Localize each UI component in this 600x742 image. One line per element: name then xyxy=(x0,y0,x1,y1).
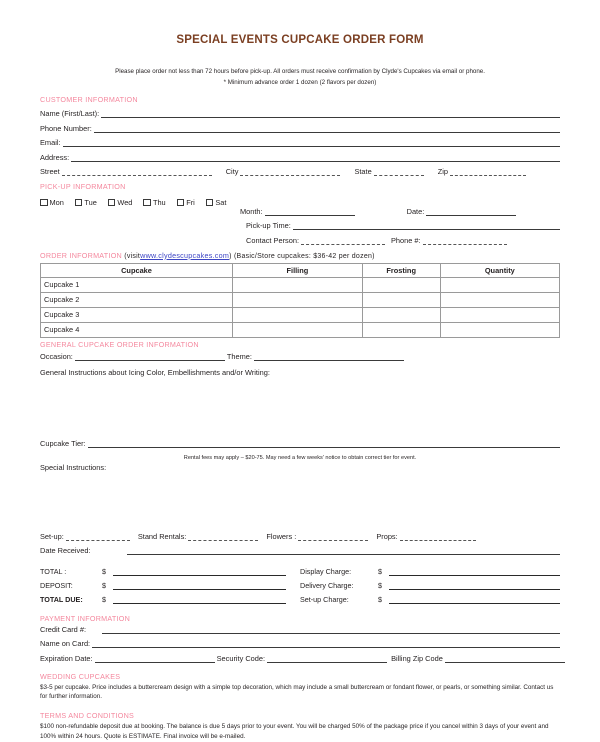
column-header-frosting: Frosting xyxy=(362,263,440,277)
general-instructions-writing-area[interactable] xyxy=(40,377,560,439)
total-due-label: TOTAL DUE: xyxy=(40,594,83,604)
special-instructions-writing-area[interactable] xyxy=(40,472,560,524)
cupcake-tier-label: Cupcake Tier: xyxy=(40,438,86,448)
address-input[interactable] xyxy=(71,153,560,162)
section-heading-pickup-information: PICK-UP INFORMATION xyxy=(40,182,126,192)
field-row-pickup-time xyxy=(240,221,560,230)
order-information-heading-text: ORDER INFORMATION xyxy=(40,250,122,260)
cell-cupcake-name: Cupcake 3 xyxy=(41,307,233,322)
field-row-cupcake-tier xyxy=(40,439,560,448)
month-input[interactable] xyxy=(265,207,355,216)
field-row-address xyxy=(40,153,560,162)
field-row-occasion-theme xyxy=(40,352,560,361)
table-row xyxy=(41,292,560,307)
checkbox-label-fri: Fri xyxy=(186,198,195,208)
checkbox-label-sat: Sat xyxy=(215,198,227,208)
terms-and-conditions-body: $100 non-refundable deposit due at booking. The balance is due 5 days prior to your event. You will be charged 50% of the package price if you cancel within 3 days of your event and 100% within 24 hours. Quote is ESTIMATE. Final invoice will be e-mailed. xyxy=(40,723,549,740)
theme-label: Theme: xyxy=(226,351,252,361)
expiration-date-input[interactable] xyxy=(95,654,215,663)
props-label: Props: xyxy=(376,531,398,541)
phone-input[interactable] xyxy=(94,124,560,133)
flowers-input[interactable] xyxy=(298,532,368,541)
totals-right-column xyxy=(300,562,560,604)
checkbox-wed[interactable] xyxy=(108,198,133,207)
cell-frosting[interactable] xyxy=(362,307,440,322)
column-header-filling: Filling xyxy=(233,263,363,277)
currency-symbol: $ xyxy=(102,580,106,590)
checkbox-icon[interactable] xyxy=(177,199,185,207)
field-row-contact-person-phone xyxy=(240,236,560,245)
field-row-expiration-security-zip xyxy=(40,654,560,663)
checkbox-icon[interactable] xyxy=(143,199,151,207)
cell-cupcake-name: Cupcake 1 xyxy=(41,277,233,292)
credit-card-label: Credit Card #: xyxy=(40,624,87,634)
street-label: Street xyxy=(40,167,60,177)
props-input[interactable] xyxy=(400,532,476,541)
field-row-street-city-state-zip xyxy=(40,167,560,176)
contact-person-input[interactable] xyxy=(301,236,385,245)
city-label: City xyxy=(225,167,239,177)
state-input[interactable] xyxy=(374,167,424,176)
setup-charge-input[interactable] xyxy=(389,595,560,604)
field-row-credit-card xyxy=(40,625,560,634)
state-label: State xyxy=(354,167,372,177)
section-heading-terms-and-conditions: TERMS AND CONDITIONS xyxy=(40,711,135,721)
totals-block xyxy=(40,562,560,604)
checkbox-icon[interactable] xyxy=(75,199,83,207)
column-header-cupcake: Cupcake xyxy=(41,263,233,277)
email-input[interactable] xyxy=(63,138,560,147)
city-input[interactable] xyxy=(240,167,340,176)
cell-cupcake-name: Cupcake 2 xyxy=(41,292,233,307)
cell-filling[interactable] xyxy=(233,307,363,322)
display-charge-label: Display Charge: xyxy=(300,566,352,576)
stand-rentals-input[interactable] xyxy=(188,532,258,541)
table-row xyxy=(41,277,560,292)
street-input[interactable] xyxy=(62,167,212,176)
deposit-label: DEPOSIT: xyxy=(40,580,73,590)
name-on-card-input[interactable] xyxy=(92,639,560,648)
checkbox-fri[interactable] xyxy=(177,198,195,207)
name-label: Name (First/Last): xyxy=(40,109,100,119)
page-title: SPECIAL EVENTS CUPCAKE ORDER FORM xyxy=(176,34,424,46)
security-code-label: Security Code: xyxy=(216,653,266,663)
cell-quantity[interactable] xyxy=(440,307,559,322)
security-code-input[interactable] xyxy=(267,654,387,663)
address-label: Address: xyxy=(40,152,70,162)
stand-rentals-label: Stand Rentals: xyxy=(137,531,187,541)
checkbox-icon[interactable] xyxy=(108,199,116,207)
flowers-label: Flowers : xyxy=(266,531,297,541)
special-instructions-label: Special Instructions: xyxy=(40,462,107,472)
totals-left-column xyxy=(40,562,300,604)
total-input[interactable] xyxy=(113,567,286,576)
wedding-cupcakes-body: $3-5 per cupcake. Price includes a buttercream design with a simple top decoration, which may include a small buttercream or fondant flower, or pearls, or something similar. Contact us for further information. xyxy=(40,683,554,701)
pickup-time-input[interactable] xyxy=(293,221,560,230)
subtitle-line-1: Please place order not less than 72 hours before pick-up. All orders must receive confirmation by Clyde's Cupcakes via email or phone. xyxy=(115,68,485,75)
section-heading-customer-information: CUSTOMER INFORMATION xyxy=(40,94,138,104)
cell-filling[interactable] xyxy=(233,292,363,307)
field-row-extras xyxy=(40,532,560,541)
section-heading-general-order-information: GENERAL CUPCAKE ORDER INFORMATION xyxy=(40,339,199,349)
delivery-charge-input[interactable] xyxy=(389,581,560,590)
zip-input[interactable] xyxy=(450,167,526,176)
checkbox-label-wed: Wed xyxy=(117,198,133,208)
tier-rental-note: Rental fees may apply – $20-75. May need a few weeks' notice to obtain correct tier for event. xyxy=(183,454,417,461)
zip-label: Zip xyxy=(437,167,448,177)
field-row-display-charge xyxy=(300,567,560,576)
checkbox-label-tue: Tue xyxy=(84,198,97,208)
subtitle-line-2: * Minimum advance order 1 dozen (2 flavors per dozen) xyxy=(223,78,377,86)
billing-zip-label: Billing Zip Code xyxy=(391,653,443,663)
name-on-card-label: Name on Card: xyxy=(40,639,91,649)
currency-symbol: $ xyxy=(102,566,106,576)
cell-frosting[interactable] xyxy=(362,292,440,307)
field-row-name-on-card xyxy=(40,639,560,648)
occasion-input[interactable] xyxy=(75,352,225,361)
total-due-input[interactable] xyxy=(113,595,286,604)
section-heading-payment-information: PAYMENT INFORMATION xyxy=(40,613,131,623)
cell-quantity[interactable] xyxy=(440,292,559,307)
name-input[interactable] xyxy=(101,109,560,118)
setup-input[interactable] xyxy=(66,532,130,541)
field-row-email xyxy=(40,138,560,147)
cupcake-order-table xyxy=(40,263,560,338)
email-label: Email: xyxy=(40,138,61,148)
table-row xyxy=(41,322,560,337)
setup-charge-label: Set-up Charge: xyxy=(300,594,349,604)
phone-label: Phone Number: xyxy=(40,123,92,133)
checkbox-tue[interactable] xyxy=(75,198,97,207)
credit-card-input[interactable] xyxy=(102,625,560,634)
cell-frosting[interactable] xyxy=(362,322,440,337)
cupcake-tier-input[interactable] xyxy=(88,439,560,448)
date-received-input[interactable] xyxy=(127,546,560,555)
general-instructions-label: General Instructions about Icing Color, Embellishments and/or Writing: xyxy=(40,367,270,377)
currency-symbol: $ xyxy=(378,594,382,604)
setup-label: Set-up: xyxy=(40,531,64,541)
section-heading-order-information xyxy=(40,251,560,260)
checkbox-icon[interactable] xyxy=(206,199,214,207)
visit-prefix: (visit xyxy=(124,252,141,260)
date-received-label: Date Received: xyxy=(40,545,91,555)
cell-cupcake-name: Cupcake 4 xyxy=(41,322,233,337)
checkbox-icon[interactable] xyxy=(40,199,48,207)
table-row xyxy=(41,307,560,322)
currency-symbol: $ xyxy=(378,580,382,590)
cell-frosting[interactable] xyxy=(362,277,440,292)
field-row-deposit xyxy=(40,581,300,590)
clydescupcakes-website-link[interactable]: www.clydescupcakes.com xyxy=(140,250,230,260)
checkbox-label-mon: Mon xyxy=(49,198,64,208)
cell-quantity[interactable] xyxy=(440,322,559,337)
field-row-setup-charge xyxy=(300,595,560,604)
order-price-note: (Basic/Store cupcakes: $36-42 per dozen) xyxy=(233,252,375,260)
currency-symbol: $ xyxy=(102,594,106,604)
pickup-time-label: Pick-up Time: xyxy=(246,221,291,231)
total-label: TOTAL : xyxy=(40,566,67,576)
contact-phone-input[interactable] xyxy=(423,236,507,245)
field-row-date-received xyxy=(40,546,560,555)
field-row-name xyxy=(40,109,560,118)
cell-filling[interactable] xyxy=(233,277,363,292)
contact-phone-label: Phone #: xyxy=(391,235,421,245)
cell-quantity[interactable] xyxy=(440,277,559,292)
date-label: Date: xyxy=(406,206,425,216)
checkbox-label-thu: Thu xyxy=(152,198,166,208)
expiration-date-label: Expiration Date: xyxy=(40,653,93,663)
table-header-row xyxy=(41,263,560,277)
contact-person-label: Contact Person: xyxy=(246,235,299,245)
currency-symbol: $ xyxy=(378,566,382,576)
month-label: Month: xyxy=(240,206,263,216)
field-row-total xyxy=(40,567,300,576)
field-row-phone xyxy=(40,124,560,133)
section-heading-wedding-cupcakes: WEDDING CUPCAKES xyxy=(40,671,121,681)
date-input[interactable] xyxy=(426,207,516,216)
field-row-delivery-charge xyxy=(300,581,560,590)
visit-suffix: ) xyxy=(229,252,232,260)
display-charge-input[interactable] xyxy=(389,567,560,576)
form-subtitle xyxy=(40,46,560,89)
field-row-total-due xyxy=(40,595,300,604)
delivery-charge-label: Delivery Charge: xyxy=(300,580,354,590)
checkbox-thu[interactable] xyxy=(143,198,165,207)
column-header-quantity: Quantity xyxy=(440,263,559,277)
field-row-month-date xyxy=(240,207,560,216)
deposit-input[interactable] xyxy=(113,581,286,590)
cell-filling[interactable] xyxy=(233,322,363,337)
occasion-label: Occasion: xyxy=(40,351,73,361)
checkbox-mon[interactable] xyxy=(40,198,64,207)
checkbox-sat[interactable] xyxy=(206,198,227,207)
theme-input[interactable] xyxy=(254,352,404,361)
billing-zip-input[interactable] xyxy=(445,654,565,663)
